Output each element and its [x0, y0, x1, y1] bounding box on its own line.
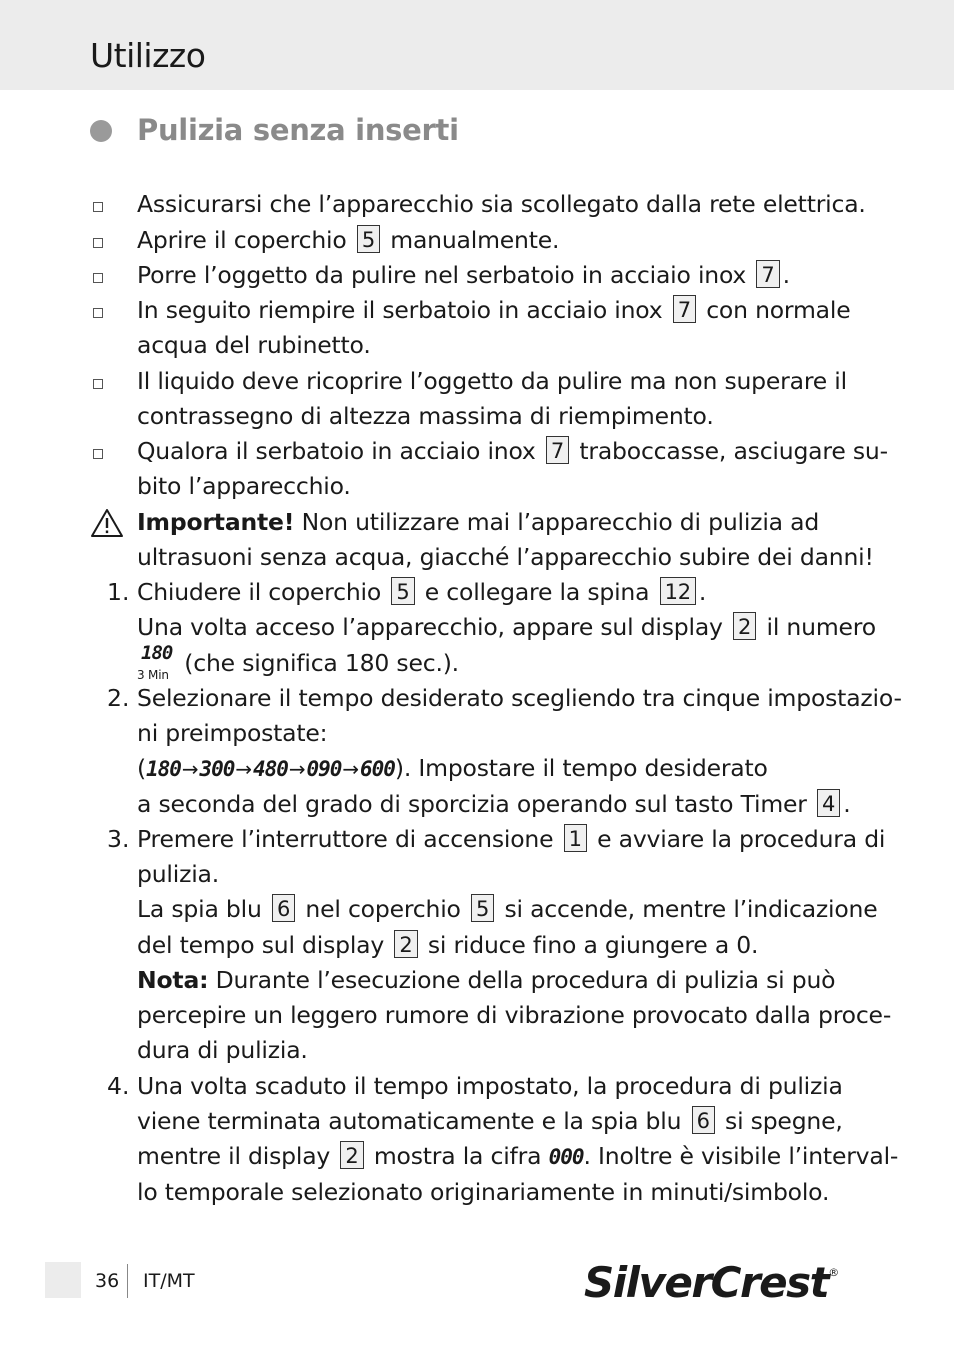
display-value: 300: [199, 757, 235, 781]
ref-number: 7: [673, 295, 696, 323]
bullet-item: Assicurarsi che l’apparecchio sia scollegato dalla rete elettrica.: [137, 190, 866, 218]
ref-number: 2: [394, 930, 417, 958]
arrow-right-icon: →: [288, 757, 306, 781]
step-text: 180 3 Min (che significa 180 sec.).: [137, 641, 459, 682]
arrow-right-icon: →: [235, 757, 252, 781]
bullet-item: Il liquido deve ricoprire l’oggetto da pulire ma non superare il: [137, 367, 847, 395]
ref-number: 5: [391, 577, 414, 605]
language-code: IT/MT: [143, 1270, 195, 1292]
arrow-right-icon: →: [342, 757, 359, 781]
section-bullet-icon: [90, 120, 112, 142]
step-text: viene terminata automaticamente e la spia blu 6 si spegne,: [137, 1107, 843, 1135]
ref-number: 7: [546, 436, 569, 464]
step-text: (180→300→480→090→600). Impostare il tempo desiderato: [137, 754, 768, 782]
step-number: 4.: [107, 1072, 130, 1100]
step-number: 3.: [107, 825, 130, 853]
display-value: 600: [359, 757, 395, 781]
bullet-item: In seguito riempire il serbatoio in acciaio inox 7 con normale: [137, 296, 851, 324]
step-text: Una volta acceso l’apparecchio, appare sul display 2 il numero: [137, 613, 876, 641]
step-number: 2.: [107, 684, 130, 712]
step-text: Selezionare il tempo desiderato scegliendo tra cinque impostazio-: [137, 684, 902, 712]
step-text: Premere l’interruttore di accensione 1 e avviare la procedura di: [137, 825, 886, 853]
step-text: ni preimpostate:: [137, 719, 328, 747]
checkbox-bullet-icon: [93, 308, 103, 318]
step-text: percepire un leggero rumore di vibrazione provocato dalla proce-: [137, 1001, 892, 1029]
page-title: Utilizzo: [90, 36, 206, 75]
step-text: a seconda del grado di sporcizia operando sul tasto Timer 4 .: [137, 790, 851, 818]
warning-text: Importante! Non utilizzare mai l’apparecchio di pulizia ad: [137, 508, 820, 536]
step-text: lo temporale selezionato originariamente in minuti/simbolo.: [137, 1178, 830, 1206]
footer-divider: [127, 1264, 128, 1298]
ref-number: 5: [471, 894, 494, 922]
ref-number: 2: [733, 612, 756, 640]
warning-label: Importante!: [137, 508, 295, 536]
ref-number: 6: [692, 1106, 715, 1134]
bullet-item: Porre l’oggetto da pulire nel serbatoio in acciaio inox 7 .: [137, 261, 790, 289]
checkbox-bullet-icon: [93, 379, 103, 389]
step-text: Chiudere il coperchio 5 e collegare la spina 12 .: [137, 578, 707, 606]
display-value: 480: [252, 757, 288, 781]
step-text: del tempo sul display 2 si riduce fino a giungere a 0.: [137, 931, 759, 959]
footer-tab: [45, 1262, 81, 1298]
ref-number: 2: [340, 1141, 363, 1169]
bullet-item-cont: bito l’apparecchio.: [137, 472, 351, 500]
ref-number: 5: [357, 225, 380, 253]
step-text: Nota: Durante l’esecuzione della procedura di pulizia si può: [137, 966, 836, 994]
section-heading: Pulizia senza inserti: [137, 113, 459, 147]
bullet-item: Qualora il serbatoio in acciaio inox 7 traboccasse, asciugare su-: [137, 437, 888, 465]
display-value: 000: [548, 1145, 584, 1169]
ref-number: 1: [564, 824, 587, 852]
ref-number: 4: [817, 789, 840, 817]
step-text: dura di pulizia.: [137, 1036, 308, 1064]
ref-number: 6: [272, 894, 295, 922]
bullet-item-cont: contrassegno di altezza massima di riempimento.: [137, 402, 714, 430]
bullet-item: Aprire il coperchio 5 manualmente.: [137, 226, 560, 254]
display-180-icon: 180 3 Min: [137, 641, 173, 682]
note-label: Nota:: [137, 966, 209, 994]
step-text: La spia blu 6 nel coperchio 5 si accende, mentre l’indicazione: [137, 895, 878, 923]
warning-text-cont: ultrasuoni senza acqua, giacché l’apparecchio subire dei danni!: [137, 543, 874, 571]
warning-triangle-icon: [90, 508, 124, 538]
step-text: Una volta scaduto il tempo impostato, la procedura di pulizia: [137, 1072, 843, 1100]
checkbox-bullet-icon: [93, 273, 103, 283]
brand-logo: SilverCrest®: [584, 1258, 838, 1307]
checkbox-bullet-icon: [93, 449, 103, 459]
display-value: 180: [145, 757, 181, 781]
step-text: pulizia.: [137, 860, 220, 888]
display-value: 090: [306, 757, 342, 781]
ref-number: 12: [660, 577, 696, 605]
ref-number: 7: [756, 260, 779, 288]
checkbox-bullet-icon: [93, 238, 103, 248]
step-number: 1.: [107, 578, 130, 606]
checkbox-bullet-icon: [93, 202, 103, 212]
arrow-right-icon: →: [181, 757, 199, 781]
bullet-item-cont: acqua del rubinetto.: [137, 331, 371, 359]
page-number: 36: [95, 1270, 120, 1292]
step-text: mentre il display 2 mostra la cifra 000. Inoltre è visibile l’interval-: [137, 1142, 899, 1170]
